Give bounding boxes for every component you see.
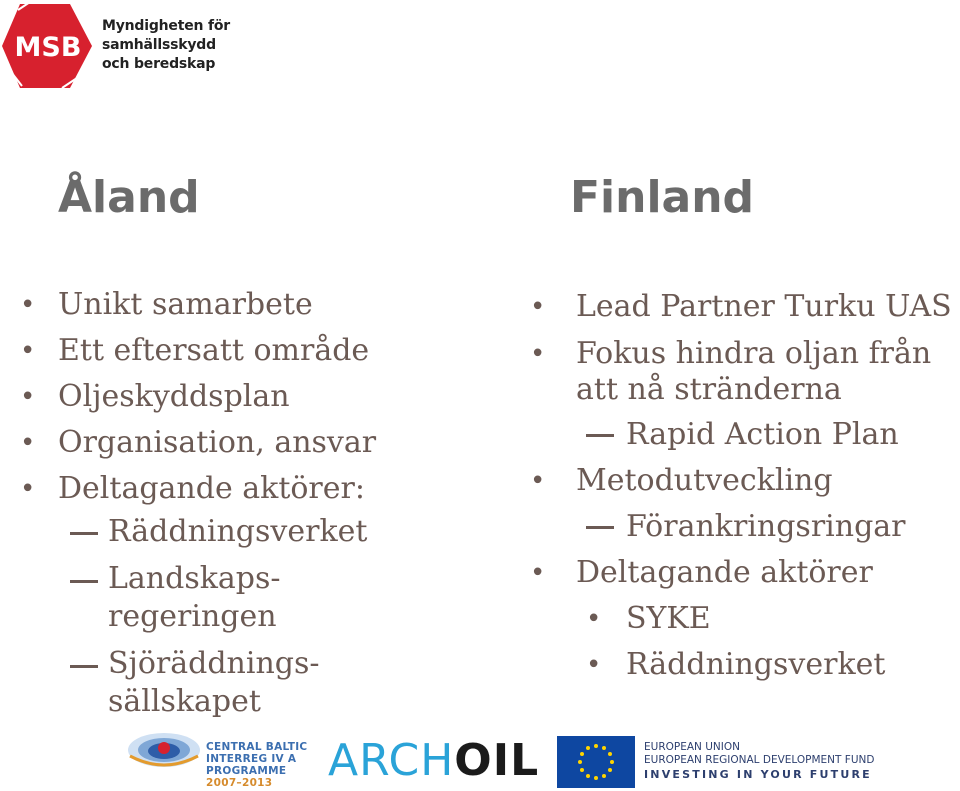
list-item-text: Deltagande aktörer	[576, 555, 873, 590]
list-item-text: Ett eftersatt område	[58, 333, 370, 368]
central-baltic-emblem-icon	[126, 730, 202, 770]
list-item-text: Organisation, ansvar	[58, 425, 377, 460]
sub-list-item	[16, 560, 486, 637]
eu-text	[644, 741, 874, 781]
sub-list-item	[16, 645, 486, 722]
bullet-icon: •	[20, 290, 36, 320]
archoil-part-1: ARCH	[328, 735, 455, 786]
list-item-text: Räddningsverket	[626, 647, 886, 682]
bullet-icon: •	[530, 292, 546, 322]
dash-icon	[586, 526, 614, 529]
dash-icon	[586, 434, 614, 437]
list-item-text: Förankringsringar	[626, 509, 906, 544]
sub-list-item	[526, 504, 960, 550]
right-bullet-list	[526, 284, 960, 688]
list-item-text: Deltagande aktörer:	[58, 471, 365, 506]
list-item	[16, 328, 486, 374]
list-item	[526, 330, 960, 412]
eu-slogan: INVESTING IN YOUR FUTURE	[644, 768, 872, 781]
list-item-text: Räddningsverket	[108, 514, 368, 549]
list-item	[16, 466, 486, 512]
list-item-text: Rapid Action Plan	[626, 417, 899, 452]
list-item-text: Metodutveckling	[576, 463, 833, 498]
msb-mark-text: MSB	[14, 32, 82, 63]
sub-list-item	[16, 512, 486, 552]
sub-list-item	[526, 642, 960, 688]
list-item-text: Sjöräddnings-sällskapet	[108, 646, 320, 719]
list-item-text: Landskaps-regeringen	[108, 561, 281, 634]
msb-line-2: samhällsskydd	[102, 37, 216, 53]
bullet-icon: •	[20, 382, 36, 412]
bullet-icon: •	[20, 474, 36, 504]
sub-list-item	[526, 596, 960, 642]
list-item	[526, 458, 960, 504]
cb-line-1: CENTRAL BALTIC	[206, 741, 308, 753]
dash-icon	[70, 532, 98, 535]
bullet-icon: •	[586, 604, 602, 634]
list-item-text: Fokus hindra oljan från att nå stränderna	[576, 336, 932, 407]
eu-line-1: EUROPEAN UNION	[644, 741, 740, 753]
left-bullet-list	[16, 282, 486, 722]
central-baltic-text	[206, 741, 307, 789]
bullet-icon: •	[530, 558, 546, 588]
heading-finland: Finland	[570, 172, 755, 223]
bullet-icon: •	[20, 428, 36, 458]
dash-icon	[70, 580, 98, 583]
cb-line-3: PROGRAMME	[206, 765, 287, 777]
msb-logo-icon	[0, 0, 96, 92]
list-item-text: Oljeskyddsplan	[58, 379, 290, 414]
list-item-text: Unikt samarbete	[58, 287, 313, 322]
list-item-text: SYKE	[626, 601, 711, 636]
msb-line-1: Myndigheten för	[102, 18, 230, 34]
cb-line-2: INTERREG IV A	[206, 753, 297, 765]
archoil-logo	[328, 736, 539, 786]
sub-list-item	[526, 412, 960, 458]
archoil-part-2: OIL	[454, 735, 540, 786]
msb-line-3: och beredskap	[102, 56, 216, 72]
list-item	[16, 420, 486, 466]
list-item	[526, 550, 960, 596]
heading-aland: Åland	[58, 172, 200, 223]
eu-line-2: EUROPEAN REGIONAL DEVELOPMENT FUND	[644, 754, 875, 766]
list-item	[16, 282, 486, 328]
msb-logo-text	[102, 17, 230, 74]
list-item	[16, 374, 486, 420]
list-item	[526, 284, 960, 330]
bullet-icon: •	[586, 650, 602, 680]
dash-icon	[70, 665, 98, 668]
bullet-icon: •	[20, 336, 36, 366]
eu-flag-icon	[557, 736, 635, 788]
bullet-icon: •	[530, 466, 546, 496]
list-item-text: Lead Partner Turku UAS	[576, 289, 952, 324]
bullet-icon: •	[530, 339, 546, 369]
cb-years: 2007–2013	[206, 777, 273, 789]
